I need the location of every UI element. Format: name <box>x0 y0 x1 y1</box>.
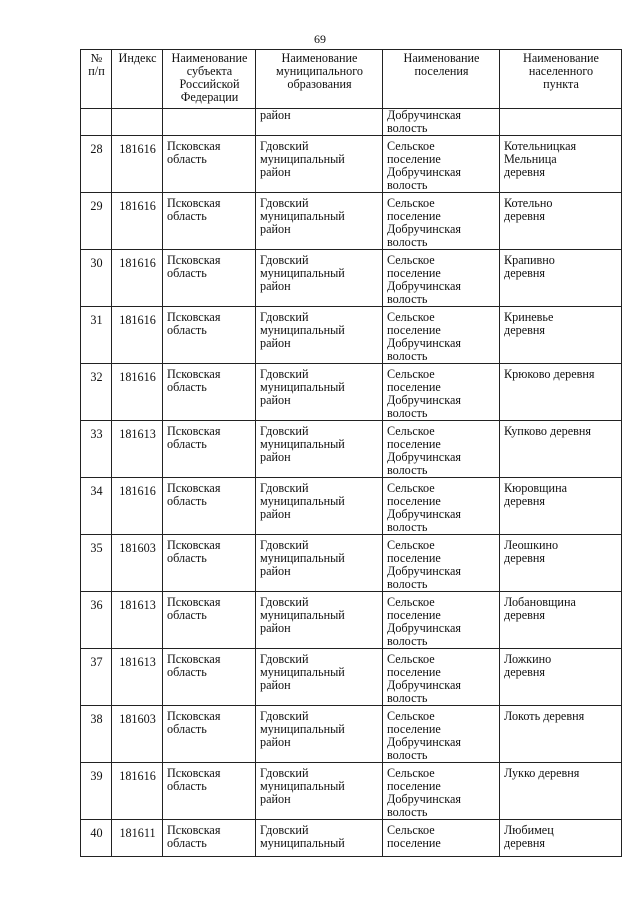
table-row <box>81 136 622 193</box>
cell-text: 181616 <box>119 256 156 270</box>
postal-index-cell <box>112 136 163 193</box>
table-cell <box>112 109 163 136</box>
table-row <box>81 820 622 857</box>
municipality-cell <box>256 250 383 307</box>
column-header-number: № п/п <box>81 50 112 109</box>
cell-text: Гдовский муниципальный район <box>260 481 345 521</box>
cell-text: Сельское поселение Добручинская волость <box>387 424 461 477</box>
cell-text: Леошкино деревня <box>504 538 559 565</box>
cell-text: Псковская область <box>167 652 221 679</box>
cell-text: 33 <box>90 427 103 441</box>
column-header-index: Индекс <box>112 50 163 109</box>
table-row <box>81 250 622 307</box>
postal-index-cell <box>112 478 163 535</box>
cell-text: 39 <box>90 769 103 783</box>
municipality-cell <box>256 535 383 592</box>
cell-text: 181613 <box>119 427 156 441</box>
municipality-cell <box>256 592 383 649</box>
column-header-locality: Наименование населенного пункта <box>500 50 622 109</box>
locality-cell <box>500 763 622 820</box>
cell-text: Сельское поселение Добручинская волость <box>387 367 461 420</box>
settlement-cell <box>383 136 500 193</box>
municipality-cell <box>256 421 383 478</box>
row-number-cell <box>81 478 112 535</box>
cell-text: 181616 <box>119 142 156 156</box>
locality-cell <box>500 250 622 307</box>
locality-cell <box>500 364 622 421</box>
cell-text: 35 <box>90 541 103 555</box>
cell-text: Гдовский муниципальный район <box>260 652 345 692</box>
settlement-cell <box>383 763 500 820</box>
cell-text: Сельское поселение Добручинская волость <box>387 538 461 591</box>
cell-text: Гдовский муниципальный район <box>260 766 345 806</box>
cell-text: 28 <box>90 142 103 156</box>
settlement-cell <box>383 250 500 307</box>
cell-text: 181616 <box>119 769 156 783</box>
cell-text: Псковская область <box>167 538 221 565</box>
municipality-cell <box>256 307 383 364</box>
cell-text: Гдовский муниципальный район <box>260 709 345 749</box>
postal-index-cell <box>112 706 163 763</box>
page-number: 69 <box>314 32 326 46</box>
cell-text: 40 <box>90 826 103 840</box>
cell-text: Псковская область <box>167 823 221 850</box>
postal-index-cell <box>112 649 163 706</box>
settlement-cell <box>383 421 500 478</box>
table-row <box>81 193 622 250</box>
cell-text: 34 <box>90 484 103 498</box>
settlement-cell <box>383 592 500 649</box>
cell-text: Гдовский муниципальный <box>260 823 345 850</box>
cell-text: 36 <box>90 598 103 612</box>
settlement-cell <box>383 364 500 421</box>
table-cell <box>500 109 622 136</box>
cell-text: Гдовский муниципальный район <box>260 367 345 407</box>
table-row <box>81 478 622 535</box>
row-number-cell <box>81 535 112 592</box>
cell-text: Котельницкая Мельница деревня <box>504 139 577 179</box>
cell-text: Котельно деревня <box>504 196 553 223</box>
cell-text: Криневье деревня <box>504 310 554 337</box>
locality-cell <box>500 592 622 649</box>
cell-text: Псковская область <box>167 424 221 451</box>
municipality-cell <box>256 193 383 250</box>
table-row <box>81 706 622 763</box>
table-row <box>81 421 622 478</box>
table-row <box>81 763 622 820</box>
subject-cell <box>163 364 256 421</box>
cell-text: Гдовский муниципальный район <box>260 253 345 293</box>
cell-text: Псковская область <box>167 196 221 223</box>
cell-text: 29 <box>90 199 103 213</box>
subject-cell <box>163 421 256 478</box>
postal-index-cell <box>112 364 163 421</box>
cell-text: Гдовский муниципальный район <box>260 310 345 350</box>
cell-text: Сельское поселение Добручинская волость <box>387 481 461 534</box>
cell-text: Кюровщина деревня <box>504 481 568 508</box>
postal-index-cell <box>112 193 163 250</box>
cell-text: 181611 <box>119 826 156 840</box>
table-cell: Добручинская волость <box>383 109 500 136</box>
locality-cell <box>500 706 622 763</box>
settlement-cell <box>383 307 500 364</box>
cell-text: 38 <box>90 712 103 726</box>
locality-cell <box>500 649 622 706</box>
postal-index-cell <box>112 763 163 820</box>
settlements-table <box>80 49 622 857</box>
subject-cell <box>163 136 256 193</box>
cell-text: Сельское поселение Добручинская волость <box>387 709 461 762</box>
row-number-cell <box>81 421 112 478</box>
municipality-cell <box>256 136 383 193</box>
cell-text: Гдовский муниципальный район <box>260 424 345 464</box>
postal-index-cell <box>112 592 163 649</box>
municipality-cell <box>256 763 383 820</box>
subject-cell <box>163 535 256 592</box>
municipality-cell <box>256 364 383 421</box>
subject-cell <box>163 250 256 307</box>
subject-cell <box>163 193 256 250</box>
postal-index-cell <box>112 820 163 857</box>
municipality-cell <box>256 478 383 535</box>
cell-text: Сельское поселение <box>387 823 441 850</box>
locality-cell <box>500 193 622 250</box>
settlement-cell <box>383 706 500 763</box>
municipality-cell <box>256 649 383 706</box>
cell-text: 181616 <box>119 313 156 327</box>
cell-text: Псковская область <box>167 595 221 622</box>
row-number-cell <box>81 763 112 820</box>
postal-index-cell <box>112 535 163 592</box>
row-number-cell <box>81 649 112 706</box>
settlement-cell <box>383 820 500 857</box>
settlement-cell <box>383 649 500 706</box>
municipality-cell <box>256 706 383 763</box>
cell-text: Лобановщина деревня <box>504 595 576 622</box>
locality-cell <box>500 136 622 193</box>
cell-text: Крюково деревня <box>504 367 595 381</box>
cell-text: 31 <box>90 313 103 327</box>
cell-text: Гдовский муниципальный район <box>260 538 345 578</box>
cell-text: Гдовский муниципальный район <box>260 139 345 179</box>
cell-text: Сельское поселение Добручинская волость <box>387 253 461 306</box>
cell-text: Купково деревня <box>504 424 592 438</box>
cell-text: Псковская область <box>167 253 221 280</box>
cell-text: Псковская область <box>167 367 221 394</box>
subject-cell <box>163 478 256 535</box>
cell-text: 181616 <box>119 370 156 384</box>
cell-text: Сельское поселение Добручинская волость <box>387 766 461 819</box>
subject-cell <box>163 592 256 649</box>
row-number-cell <box>81 250 112 307</box>
table-cell <box>81 109 112 136</box>
locality-cell <box>500 421 622 478</box>
postal-index-cell <box>112 421 163 478</box>
cell-text: Ложкино деревня <box>504 652 552 679</box>
table-row <box>81 307 622 364</box>
cell-text: Локоть деревня <box>504 709 585 723</box>
cell-text: Сельское поселение Добручинская волость <box>387 652 461 705</box>
table-header-row <box>81 50 622 109</box>
cell-text: 181616 <box>119 484 156 498</box>
cell-text: Сельское поселение Добручинская волость <box>387 310 461 363</box>
cell-text: 37 <box>90 655 103 669</box>
municipality-cell <box>256 820 383 857</box>
settlement-cell <box>383 478 500 535</box>
settlement-cell <box>383 535 500 592</box>
row-number-cell <box>81 592 112 649</box>
locality-cell <box>500 478 622 535</box>
cell-text: Псковская область <box>167 709 221 736</box>
table-row <box>81 364 622 421</box>
cell-text: 30 <box>90 256 103 270</box>
cell-text: Лукко деревня <box>504 766 580 780</box>
table-row <box>81 592 622 649</box>
locality-cell <box>500 535 622 592</box>
table-row <box>81 535 622 592</box>
column-header-settlement: Наименование поселения <box>383 50 500 109</box>
subject-cell <box>163 307 256 364</box>
cell-text: Псковская область <box>167 481 221 508</box>
continuation-row <box>81 109 622 136</box>
subject-cell <box>163 763 256 820</box>
cell-text: Псковская область <box>167 766 221 793</box>
subject-cell <box>163 649 256 706</box>
row-number-cell <box>81 193 112 250</box>
cell-text: 181603 <box>119 541 156 555</box>
cell-text: Сельское поселение Добручинская волость <box>387 139 461 192</box>
locality-cell <box>500 307 622 364</box>
locality-cell <box>500 820 622 857</box>
column-header-subject: Наименование субъекта Российской Федерации <box>163 50 256 109</box>
cell-text: 32 <box>90 370 103 384</box>
subject-cell <box>163 706 256 763</box>
cell-text: Псковская область <box>167 310 221 337</box>
row-number-cell <box>81 364 112 421</box>
cell-text: 181616 <box>119 199 156 213</box>
table-cell: район <box>256 109 383 136</box>
cell-text: Сельское поселение Добручинская волость <box>387 595 461 648</box>
cell-text: Любимец деревня <box>504 823 554 850</box>
postal-index-cell <box>112 307 163 364</box>
settlement-cell <box>383 193 500 250</box>
subject-cell <box>163 820 256 857</box>
cell-text: 181613 <box>119 598 156 612</box>
row-number-cell <box>81 307 112 364</box>
cell-text: Гдовский муниципальный район <box>260 595 345 635</box>
row-number-cell <box>81 706 112 763</box>
cell-text: Гдовский муниципальный район <box>260 196 345 236</box>
postal-index-cell <box>112 250 163 307</box>
cell-text: Крапивно деревня <box>504 253 555 280</box>
column-header-municipality: Наименование муниципального образования <box>256 50 383 109</box>
row-number-cell <box>81 136 112 193</box>
cell-text: 181613 <box>119 655 156 669</box>
table-cell <box>163 109 256 136</box>
cell-text: 181603 <box>119 712 156 726</box>
table-row <box>81 649 622 706</box>
row-number-cell <box>81 820 112 857</box>
cell-text: Сельское поселение Добручинская волость <box>387 196 461 249</box>
cell-text: Псковская область <box>167 139 221 166</box>
